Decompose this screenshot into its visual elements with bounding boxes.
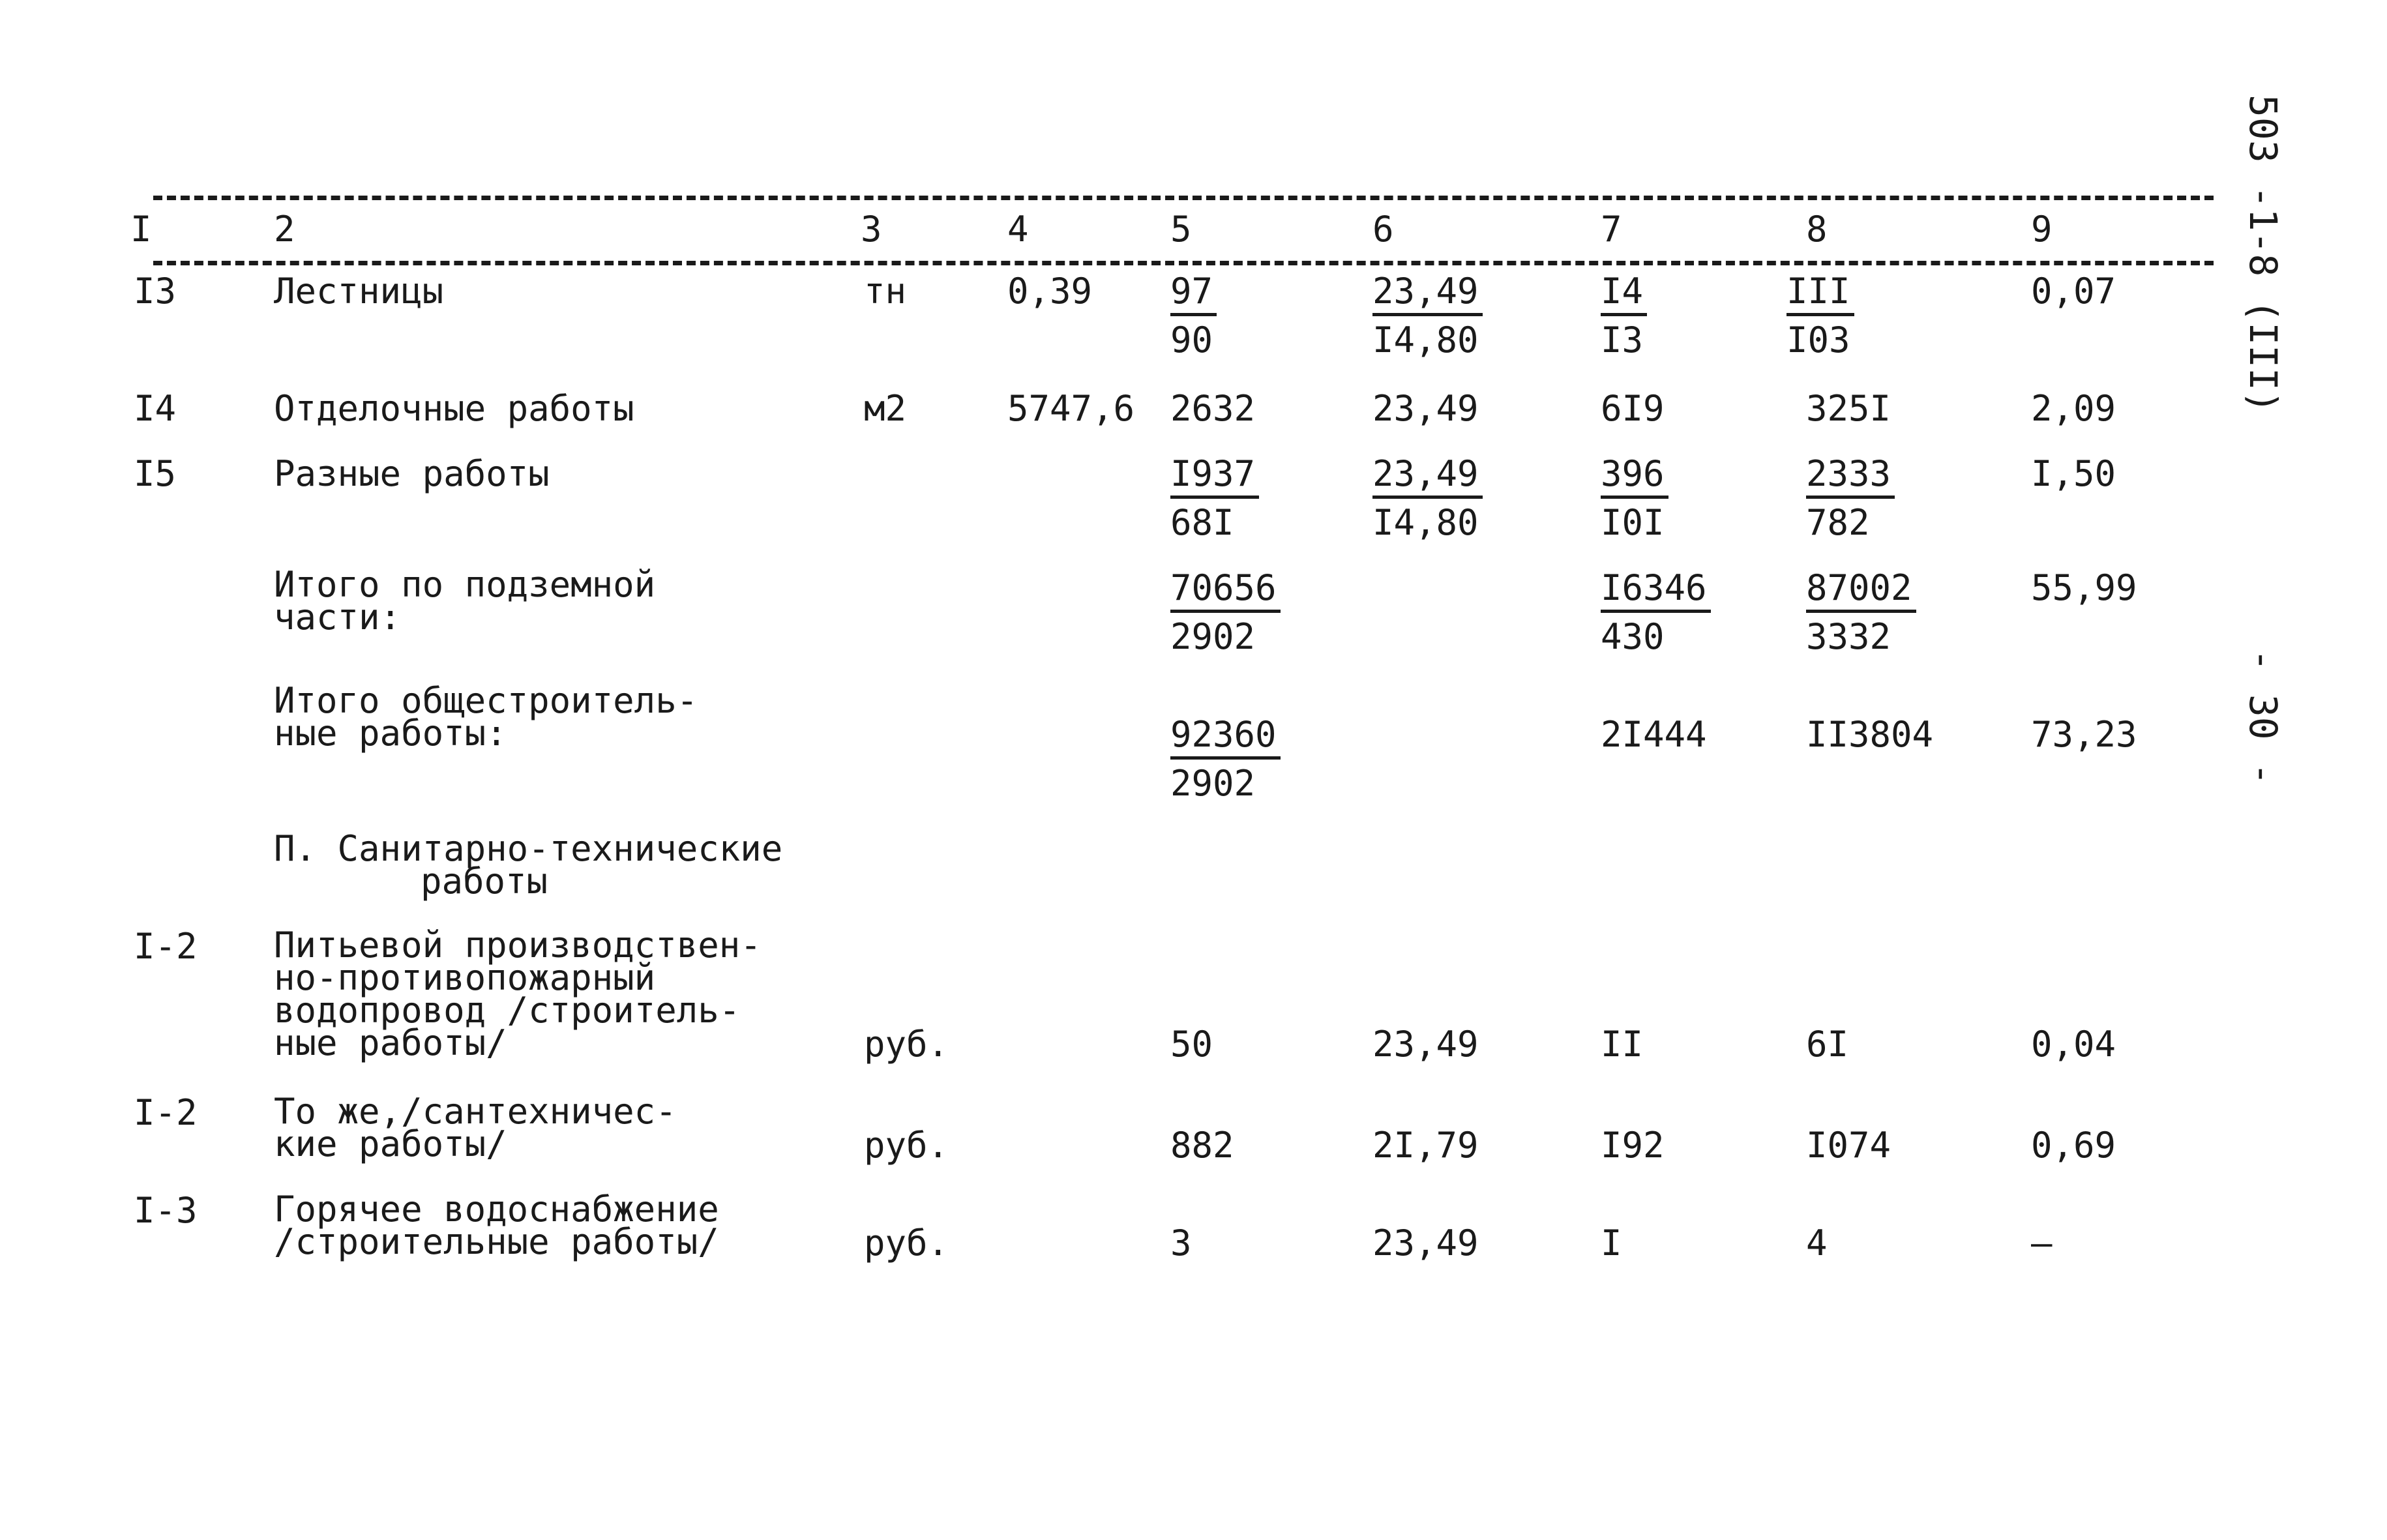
- row-quantity: 0,39: [1007, 271, 1093, 312]
- row-unit: руб.: [864, 1024, 949, 1065]
- cell-col7: 6I9: [1601, 388, 1665, 429]
- row-name: Итого по подземной части:: [274, 564, 656, 638]
- cell-col6: 23,49: [1372, 388, 1479, 429]
- cell-col8: 325I: [1806, 388, 1891, 429]
- row-name: Разные работы: [274, 453, 550, 494]
- cell-col6: 23,49: [1372, 1222, 1479, 1264]
- denominator: I4,80: [1372, 502, 1479, 543]
- cell-col9: 0,04: [2031, 1024, 2116, 1065]
- row-number: I-2: [134, 926, 198, 967]
- cell-col6: [1372, 453, 1483, 543]
- numerator: 23,49: [1372, 456, 1483, 499]
- col-header-4: 4: [1007, 209, 1029, 250]
- numerator: I937: [1170, 456, 1259, 499]
- row-number: I-2: [134, 1092, 198, 1133]
- cell-col9: 2,09: [2031, 388, 2116, 429]
- row-unit: м2: [864, 388, 907, 429]
- col-header-3: 3: [861, 209, 882, 250]
- cell-col8: [1787, 271, 1854, 361]
- numerator: III: [1787, 274, 1854, 316]
- denominator: 3332: [1806, 616, 1891, 657]
- cell-col7: 2I444: [1601, 714, 1707, 755]
- numerator: 23,49: [1372, 274, 1483, 316]
- cell-col9: 0,69: [2031, 1125, 2116, 1166]
- numerator: I4: [1601, 274, 1647, 316]
- cell-col6: 2I,79: [1372, 1125, 1479, 1166]
- denominator: 782: [1806, 502, 1870, 543]
- numerator: 87002: [1806, 570, 1916, 613]
- row-name: Горячее водоснабжение /строительные работы/: [274, 1189, 719, 1262]
- page-number: - 30 -: [2241, 649, 2285, 786]
- numerator: 2333: [1806, 456, 1895, 499]
- header-rule-top: [153, 196, 2214, 200]
- section-heading-line2: работы: [421, 861, 548, 902]
- row-name: Лестницы: [274, 271, 444, 312]
- row-name: Отделочные работы: [274, 388, 634, 429]
- cell-col5: 50: [1170, 1024, 1213, 1065]
- row-name: То же,/сантехничес- кие работы/: [274, 1091, 677, 1164]
- cell-col5: [1170, 714, 1281, 804]
- row-unit: тн: [864, 271, 907, 312]
- denominator: 90: [1170, 319, 1213, 361]
- cell-col7: [1601, 271, 1647, 361]
- denominator: 2902: [1170, 616, 1256, 657]
- denominator: I0I: [1601, 502, 1665, 543]
- cell-col5: 3: [1170, 1222, 1192, 1264]
- denominator: I3: [1601, 319, 1644, 361]
- numerator: 97: [1170, 274, 1217, 316]
- denominator: 430: [1601, 616, 1665, 657]
- row-number: I5: [134, 453, 177, 494]
- cell-col8: I074: [1806, 1125, 1891, 1166]
- cell-col9: —: [2031, 1222, 2053, 1264]
- cell-col5: [1170, 271, 1217, 361]
- cell-col5: 2632: [1170, 388, 1256, 429]
- numerator: 70656: [1170, 570, 1281, 613]
- cell-col9: 73,23: [2031, 714, 2137, 755]
- col-header-1: I: [130, 209, 152, 250]
- cell-col7: I: [1601, 1222, 1622, 1264]
- cell-col5: 882: [1170, 1125, 1234, 1166]
- row-number: I3: [134, 271, 177, 312]
- cell-col6: [1372, 271, 1483, 361]
- cell-col7: [1601, 567, 1711, 657]
- cell-col5: [1170, 453, 1259, 543]
- cell-col9: 0,07: [2031, 271, 2116, 312]
- section-heading-line1: П. Санитарно-технические: [274, 828, 783, 869]
- header-rule-bottom: [153, 261, 2214, 265]
- numerator: 92360: [1170, 717, 1281, 760]
- row-unit: руб.: [864, 1222, 949, 1264]
- col-header-2: 2: [274, 209, 295, 250]
- cell-col7: [1601, 453, 1668, 543]
- cell-col9: I,50: [2031, 453, 2116, 494]
- row-number: I4: [134, 388, 177, 429]
- col-header-8: 8: [1806, 209, 1828, 250]
- cell-col7: II: [1601, 1024, 1644, 1065]
- col-header-6: 6: [1372, 209, 1394, 250]
- numerator: I6346: [1601, 570, 1711, 613]
- denominator: I4,80: [1372, 319, 1479, 361]
- cell-col9: 55,99: [2031, 567, 2137, 608]
- numerator: 396: [1601, 456, 1668, 499]
- row-unit: руб.: [864, 1125, 949, 1166]
- cell-col7: I92: [1601, 1125, 1665, 1166]
- cell-col8: 4: [1806, 1222, 1828, 1264]
- col-header-5: 5: [1170, 209, 1192, 250]
- cell-col5: [1170, 567, 1281, 657]
- document-code: 503 -1-8 (III): [2241, 95, 2285, 413]
- denominator: 68I: [1170, 502, 1234, 543]
- col-header-7: 7: [1601, 209, 1622, 250]
- row-name: Питьевой производствен- но-противопожарный водопровод /строитель- ные работы/: [274, 925, 762, 1063]
- cell-col8: [1806, 453, 1895, 543]
- cell-col8: II3804: [1806, 714, 1934, 755]
- denominator: 2902: [1170, 763, 1256, 804]
- cell-col6: 23,49: [1372, 1024, 1479, 1065]
- row-number: I-3: [134, 1190, 198, 1231]
- denominator: I03: [1787, 319, 1850, 361]
- col-header-9: 9: [2031, 209, 2053, 250]
- row-quantity: 5747,6: [1007, 388, 1135, 429]
- cell-col8: 6I: [1806, 1024, 1849, 1065]
- cell-col8: [1806, 567, 1916, 657]
- row-name: Итого общестроитель- ные работы:: [274, 680, 698, 754]
